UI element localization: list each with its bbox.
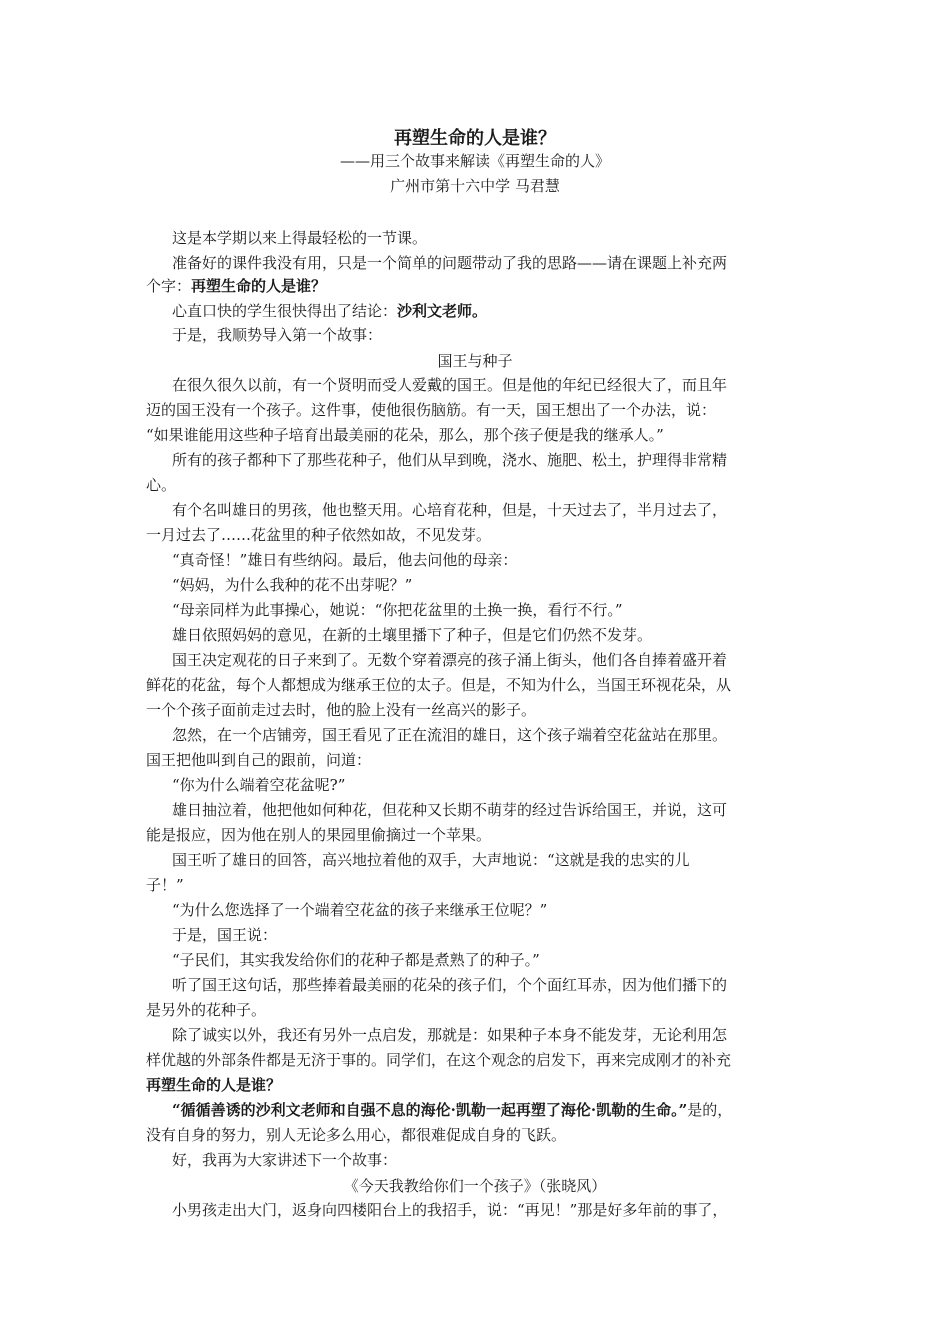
paragraph-line: 国王决定观花的日子来到了。无数个穿着漂亮的孩子涌上街头，他们各自捧着盛开着 (172, 651, 728, 669)
paragraph-line: 雄日抽泣着，他把他如何种花，但花种又长期不萌芽的经过告诉给国王，并说，这可 (172, 801, 728, 819)
paragraph-line: 除了诚实以外，我还有另外一点启发，那就是：如果种子本身不能发芽，无论利用怎 (172, 1026, 728, 1044)
paragraph-line: 有个名叫雄日的男孩，他也整天用。心培育花种，但是，十天过去了，半月过去了， (172, 501, 728, 519)
paragraph-line: “你为什么端着空花盆呢?” (172, 776, 346, 794)
paragraph-line: 能是报应，因为他在别人的果园里偷摘过一个苹果。 (146, 826, 492, 844)
paragraph-line: 迈的国王没有一个孩子。这件事，使他很伤脑筋。有一天，国王想出了一个办法，说： (146, 401, 717, 419)
paragraph-line: 是另外的花种子。 (146, 1001, 267, 1019)
paragraph-line: “母亲同样为此事操心，她说：“你把花盆里的土换一换，看行不行。” (172, 601, 623, 619)
paragraph-line: 于是，国王说： (172, 926, 278, 944)
paragraph-line: 没有自身的努力，别人无论多么用心，都很难促成自身的飞跃。 (146, 1126, 567, 1144)
paragraph-line: 所有的孩子都种下了那些花种子，他们从早到晚，浇水、施肥、松土，护理得非常精 (172, 451, 728, 469)
paragraph-line: “为什么您选择了一个端着空花盆的孩子来继承王位呢？” (172, 901, 548, 919)
paragraph-line: 子！” (146, 876, 184, 894)
paragraph-line: 一个个孩子面前走过去时，他的脸上没有一丝高兴的影子。 (146, 701, 537, 719)
paragraph-line: 在很久很久以前，有一个贤明而受人爱戴的国王。但是他的年纪已经很大了，而且年 (172, 376, 728, 394)
document-title: 再塑生命的人是谁？ (394, 128, 556, 149)
bold-answer: 沙利文老师。 (397, 302, 488, 320)
paragraph-line: 于是，我顺势导入第一个故事： (172, 326, 383, 344)
document-author: 广州市第十六中学 马君慧 (390, 177, 560, 195)
paragraph-line (172, 301, 842, 321)
paragraph-line: 准备好的课件我没有用，只是一个简单的问题带动了我的思路——请在课题上补充两 (172, 254, 728, 272)
story-title: 国王与种子 (437, 352, 513, 370)
text-span: 个字： (146, 277, 192, 295)
document-subtitle: ——用三个故事来解读《再塑生命的人》 (339, 152, 610, 170)
text-span: 心直口快的学生很快得出了结论： (172, 302, 398, 320)
paragraph-line: 一月过去了……花盆里的种子依然如故，不见发芽。 (146, 526, 492, 544)
paragraph-line: 听了国王这句话，那些捧着最美丽的花朵的孩子们，个个面红耳赤，因为他们播下的 (172, 976, 728, 994)
text-span: 是的， (687, 1101, 733, 1119)
paragraph-line: 心。 (146, 476, 177, 494)
paragraph-line (172, 1100, 817, 1120)
paragraph-line: “妈妈，为什么我种的花不出芽呢？” (172, 576, 413, 594)
paragraph-line: 雄日依照妈妈的意见，在新的土壤里播下了种子，但是它们仍然不发芽。 (172, 626, 653, 644)
paragraph-line: 鲜花的花盆，每个人都想成为继承王位的太子。但是，不知为什么，当国王环视花朵，从 (146, 676, 732, 694)
paragraph-line: “如果谁能用这些种子培育出最美丽的花朵，那么，那个孩子便是我的继承人。” (146, 426, 664, 444)
story-title: 《今天我教给你们一个孩子》（张晓风） (343, 1177, 607, 1195)
paragraph-line: 国王听了雄日的回答，高兴地拉着他的双手，大声地说：“这就是我的忠实的儿 (172, 851, 690, 869)
paragraph-line: “子民们，其实我发给你们的花种子都是煮熟了的种子。” (172, 951, 540, 969)
paragraph-line: 小男孩走出大门，返身向四楼阳台上的我招手，说：“再见！”那是好多年前的事了， (172, 1201, 728, 1219)
paragraph-line: 国王把他叫到自己的跟前，问道： (146, 751, 372, 769)
paragraph-line: 样优越的外部条件都是无济于事的。同学们，在这个观念的启发下，再来完成刚才的补充 (146, 1051, 732, 1069)
paragraph-line: 好，我再为大家讲述下一个故事： (172, 1151, 398, 1169)
bold-question-line: 再塑生命的人是谁？ (146, 1076, 282, 1094)
paragraph-line (146, 276, 816, 296)
paragraph-line: “真奇怪！”雄日有些纳闷。最后，他去问他的母亲： (172, 551, 518, 569)
paragraph-line: 这是本学期以来上得最轻松的一节课。 (172, 229, 428, 247)
paragraph-line: 忽然，在一个店铺旁，国王看见了正在流泪的雄日，这个孩子端着空花盆站在那里。 (172, 726, 728, 744)
bold-question: 再塑生命的人是谁？ (191, 277, 327, 295)
bold-conclusion: “循循善诱的沙利文老师和自强不息的海伦·凯勒一起再塑了海伦·凯勒的生命。” (172, 1101, 688, 1119)
